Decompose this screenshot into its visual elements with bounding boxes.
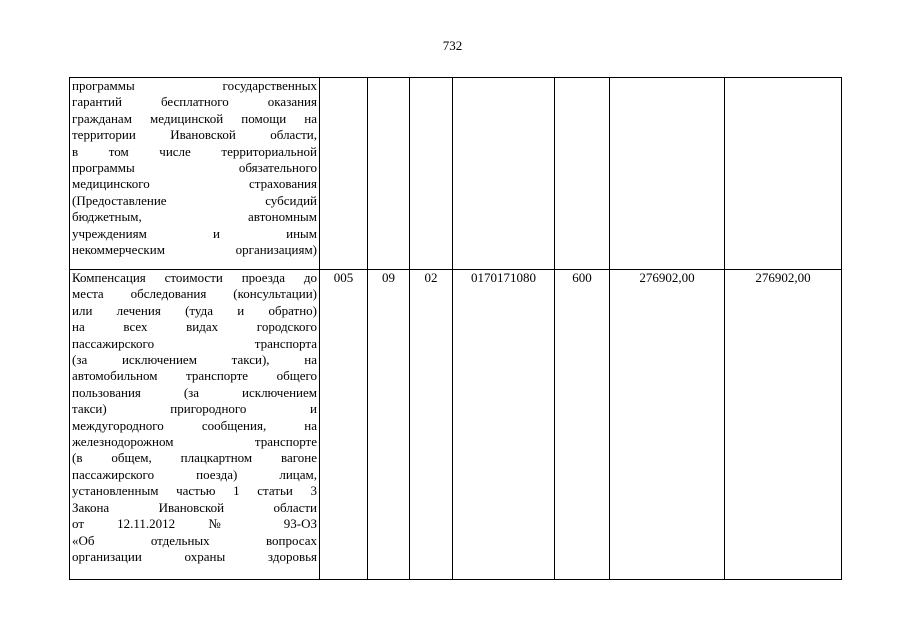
subsection-code-cell	[410, 78, 453, 270]
description-line: бюджетным, автономным	[72, 209, 317, 225]
ministry-code-cell	[320, 78, 368, 270]
description-line: на всех видах городского	[72, 319, 317, 335]
expense-type-cell	[555, 78, 610, 270]
description-line: Закона Ивановской области	[72, 499, 317, 515]
description-line: программы государственных	[72, 78, 317, 93]
description-line: от 12.11.2012 № 93-ОЗ	[72, 516, 317, 532]
page-number: 732	[442, 38, 463, 53]
description-line: пассажирского поезда) лицам,	[72, 466, 317, 482]
description-line: (Предоставление субсидий	[72, 192, 317, 208]
expense-type-cell: 600	[555, 270, 610, 580]
description-line: или лечения (туда и обратно)	[72, 302, 317, 318]
description-cell	[70, 78, 320, 270]
description-line: «Об отдельных вопросах	[72, 532, 317, 548]
budget-table	[69, 77, 842, 580]
description-line: территории Ивановской области,	[72, 127, 317, 143]
description-line: установленным частью 1 статьи 3	[72, 483, 317, 499]
description-line: гражданам медицинской помощи на	[72, 110, 317, 126]
description-line: железнодорожном транспорте	[72, 434, 317, 450]
description-line: пользования (за исключением	[72, 384, 317, 400]
subsection-code-cell: 02	[410, 270, 453, 580]
amount-1-cell: 276902,00	[610, 270, 725, 580]
description-line: места обследования (консультации)	[72, 286, 317, 302]
table-row	[70, 78, 842, 270]
amount-1-cell	[610, 78, 725, 270]
description-line: гарантий бесплатного оказания	[72, 94, 317, 110]
section-code-cell: 09	[368, 270, 410, 580]
description-line: (в общем, плацкартном вагоне	[72, 450, 317, 466]
description-line: в том числе территориальной	[72, 143, 317, 159]
description-line: медицинского страхования	[72, 176, 317, 192]
description-line: программы обязательного	[72, 160, 317, 176]
description-line: междугородного сообщения, на	[72, 417, 317, 433]
description-line: автомобильном транспорте общего	[72, 368, 317, 384]
description-line: Компенсация стоимости проезда до	[72, 270, 317, 285]
description-line: организации охраны здоровья	[72, 548, 317, 564]
target-article-cell: 0170171080	[453, 270, 555, 580]
amount-2-cell	[725, 78, 842, 270]
description-line: пассажирского транспорта	[72, 335, 317, 351]
description-line: учреждениям и иным	[72, 225, 317, 241]
ministry-code-cell: 005	[320, 270, 368, 580]
description-line: (за исключением такси), на	[72, 352, 317, 368]
description-line: некоммерческим организациям)	[72, 242, 317, 258]
table-row	[70, 270, 842, 580]
description-cell	[70, 270, 320, 580]
target-article-cell	[453, 78, 555, 270]
section-code-cell	[368, 78, 410, 270]
description-line: такси) пригородного и	[72, 401, 317, 417]
amount-2-cell: 276902,00	[725, 270, 842, 580]
